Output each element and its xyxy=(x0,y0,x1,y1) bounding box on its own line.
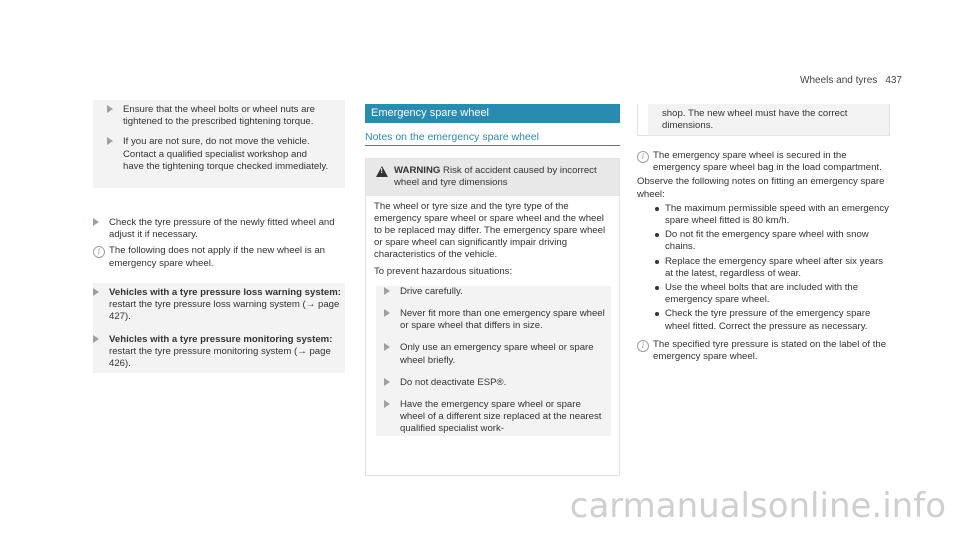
item-loss-warning: Vehicles with a tyre pressure loss warning system: restart the tyre pressure loss warning system (→ page 427). xyxy=(93,287,345,324)
bullet-item: Ensure that the wheel bolts or wheel nuts are tightened to the prescribed tightening torque. xyxy=(107,104,329,128)
col1-bullets-top xyxy=(107,104,329,173)
list-item: Check the tyre pressure of the emergency spare wheel fitted. Correct the pressure as necessary. xyxy=(637,308,890,332)
page-number: 437 xyxy=(885,75,902,86)
step: Have the emergency spare wheel or spare wheel of a different size replaced at the nearest qualified specialist work- xyxy=(384,399,607,436)
info-note-secured: i The emergency spare wheel is secured in the emergency spare wheel bag in the load compartment. xyxy=(637,150,890,174)
arrow-icon xyxy=(93,288,99,296)
bullet-check: Check the tyre pressure of the newly fitted wheel and adjust it if necessary. xyxy=(93,217,345,241)
arrow-icon xyxy=(384,287,390,295)
arrow-icon xyxy=(93,218,99,226)
arrow-icon xyxy=(93,335,99,343)
info-note-pressure: i The specified tyre pressure is stated on the label of the emergency spare wheel. xyxy=(637,339,890,363)
list-item: Do not fit the emergency spare wheel with snow chains. xyxy=(637,229,890,253)
page-header xyxy=(800,75,902,87)
info-icon: i xyxy=(637,151,649,163)
continued-step: shop. The new wheel must have the correct dimensions. xyxy=(648,104,889,135)
step: Only use an emergency spare wheel or spare wheel briefly. xyxy=(384,342,607,366)
arrow-icon xyxy=(384,343,390,351)
arrow-icon xyxy=(384,309,390,317)
observe-text: Observe the following notes on fitting an emergency spare wheel: xyxy=(637,176,885,200)
col2 xyxy=(365,104,620,476)
warning-icon xyxy=(376,166,388,177)
info-note: i The following does not apply if the new wheel is an emergency spare wheel. xyxy=(93,245,345,269)
info-icon: i xyxy=(637,340,649,352)
step: Do not deactivate ESP®. xyxy=(384,377,607,389)
warning-steps xyxy=(376,286,611,436)
warning-body: The wheel or tyre size and the tyre type of the emergency spare wheel or spare wheel and the wheel to be replaced may differ. The emergency spare wheel or spare wheel can significantly impair driving characteristics of the vehicle. To prevent hazardous situations: Drive carefully. Never fit more than one emergency spare wheel or spare wheel that differs in size. Only use an emergency spare wheel or spare wheel briefly. Do not deactivate ESP®. Have the emergency spare wheel or spare wheel of a different size replaced at the nearest qualified specialist work- xyxy=(366,196,619,441)
list-item: Replace the emergency spare wheel after six years at the latest, regardless of wear. xyxy=(637,256,890,280)
arrow-icon xyxy=(107,137,113,145)
warning-box xyxy=(365,158,620,476)
bullet-item: If you are not sure, do not move the vehicle. Contact a qualified specialist workshop and have the tightening torque checked immediately. xyxy=(107,136,329,173)
item-monitoring: Vehicles with a tyre pressure monitoring system: restart the tyre pressure monitoring system (→ page 426). xyxy=(93,334,345,371)
subsection-title: Notes on the emergency spare wheel xyxy=(365,131,620,146)
info-icon: i xyxy=(93,246,105,258)
arrow-icon xyxy=(107,105,113,113)
step: Never fit more than one emergency spare wheel or spare wheel that differs in size. xyxy=(384,308,607,332)
arrow-icon xyxy=(384,400,390,408)
col3-main xyxy=(637,150,890,363)
col1-main xyxy=(93,217,345,270)
warning-header: ! WARNING Risk of accident caused by incorrect wheel and tyre dimensions xyxy=(366,159,619,195)
section-title: Emergency spare wheel xyxy=(365,104,620,123)
list-item: Use the wheel bolts that are included with the emergency spare wheel. xyxy=(637,282,890,306)
col3-continued-box xyxy=(637,104,890,136)
col1-items xyxy=(93,287,345,370)
watermark: carmanualsonline.info xyxy=(569,486,946,526)
step: Drive carefully. xyxy=(384,286,607,298)
list-item: The maximum permissible speed with an emergency spare wheel fitted is 80 km/h. xyxy=(637,203,890,227)
arrow-icon xyxy=(384,378,390,386)
section-name: Wheels and tyres xyxy=(800,75,878,86)
